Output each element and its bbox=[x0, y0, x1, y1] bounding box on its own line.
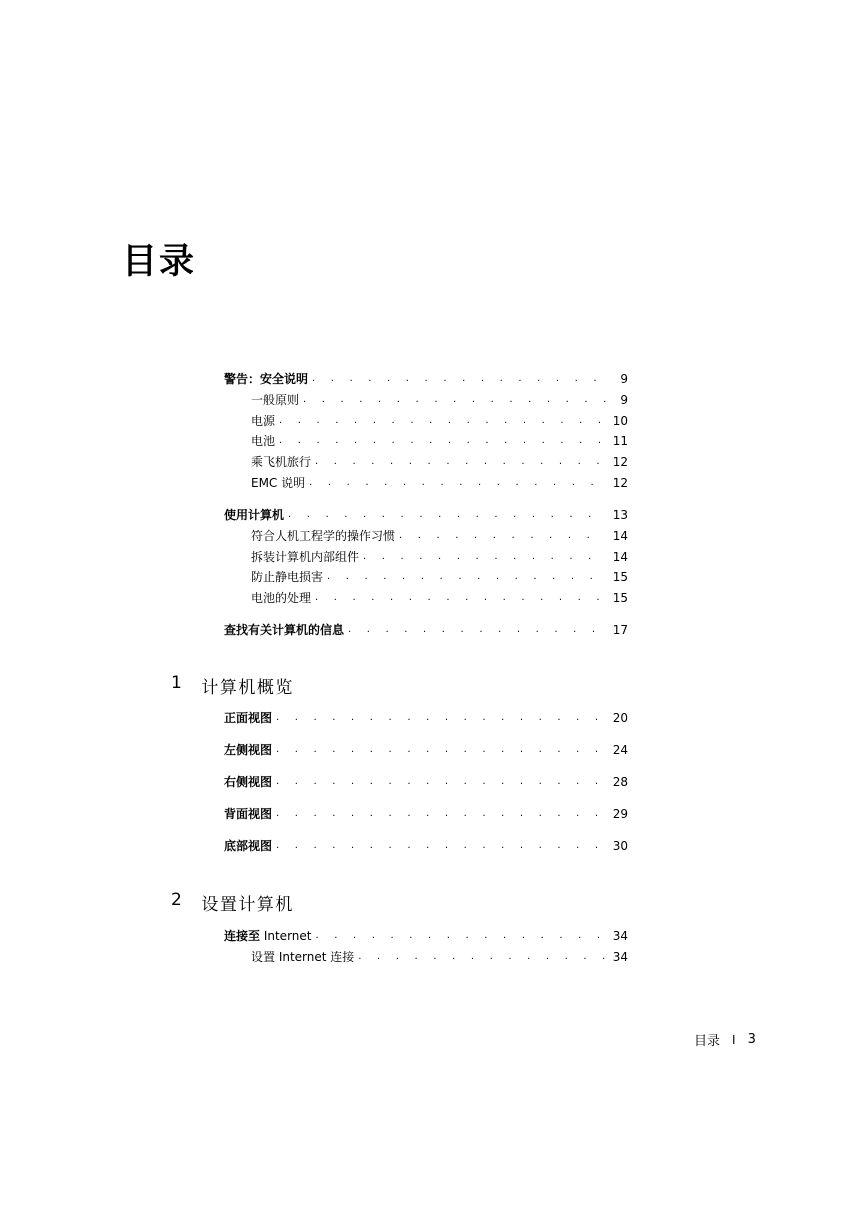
toc-page-number: 29 bbox=[612, 807, 628, 821]
dot-leader bbox=[327, 567, 606, 587]
toc-entry-label: 防止静电损害 bbox=[251, 570, 324, 584]
chapter-heading[interactable] bbox=[171, 890, 294, 915]
toc-entry-label: 一般原则 bbox=[251, 393, 300, 407]
chapter-number: 1 bbox=[171, 673, 184, 693]
dot-leader bbox=[303, 390, 606, 410]
toc-entry-internet[interactable] bbox=[224, 926, 628, 946]
toc-page-number: 15 bbox=[612, 570, 628, 584]
toc-entry-label: 乘飞机旅行 bbox=[251, 455, 312, 469]
toc-entry-label: 使用计算机 bbox=[224, 508, 285, 522]
toc-page-number: 20 bbox=[612, 711, 628, 725]
toc-page-number: 15 bbox=[612, 591, 628, 605]
dot-leader bbox=[279, 431, 606, 451]
toc-entry-label-rest: Internet bbox=[260, 929, 312, 943]
toc-entry-label: 警告：安全说明 bbox=[224, 372, 309, 386]
footer-label: 目录 bbox=[694, 1034, 721, 1049]
toc-subentry[interactable] bbox=[251, 588, 628, 608]
toc-page-number: 10 bbox=[612, 414, 628, 428]
toc-page-number: 28 bbox=[612, 775, 628, 789]
toc-page-number: 14 bbox=[612, 529, 628, 543]
toc-entry-using[interactable] bbox=[224, 505, 628, 525]
toc-entry[interactable] bbox=[224, 708, 628, 728]
dot-leader bbox=[399, 526, 606, 546]
dot-leader bbox=[363, 547, 606, 567]
toc-entry-label bbox=[224, 926, 315, 946]
dot-leader bbox=[288, 505, 606, 525]
toc-entry-label: 电池的处理 bbox=[251, 591, 312, 605]
toc-entry-label: EMC 说明 bbox=[251, 476, 306, 490]
toc-subentry[interactable] bbox=[251, 411, 628, 431]
toc-page-number: 12 bbox=[612, 476, 628, 490]
toc-entry-label-bold: 连接至 bbox=[224, 929, 261, 943]
toc-subentry[interactable] bbox=[251, 947, 628, 967]
toc-page-number: 9 bbox=[620, 393, 628, 407]
toc-subentry[interactable] bbox=[251, 390, 628, 410]
dot-leader bbox=[315, 588, 606, 608]
toc-entry-label: 电源 bbox=[251, 414, 276, 428]
toc-entry[interactable] bbox=[224, 804, 628, 824]
dot-leader bbox=[358, 947, 606, 967]
toc-subentry[interactable] bbox=[251, 526, 628, 546]
footer-separator: I bbox=[732, 1032, 736, 1047]
toc-page-number: 11 bbox=[612, 434, 628, 448]
toc-page-number: 12 bbox=[612, 455, 628, 469]
toc-entry-safety[interactable] bbox=[224, 369, 628, 389]
toc-entry[interactable] bbox=[224, 836, 628, 856]
dot-leader bbox=[276, 772, 606, 792]
toc-entry-label: 拆装计算机内部组件 bbox=[251, 550, 360, 564]
page-footer bbox=[694, 1030, 756, 1049]
toc-page-number: 17 bbox=[612, 623, 628, 637]
toc-page-number: 14 bbox=[612, 550, 628, 564]
chapter-title: 计算机概览 bbox=[201, 678, 294, 698]
chapter-heading[interactable] bbox=[171, 673, 294, 698]
toc-page-number: 24 bbox=[612, 743, 628, 757]
toc-page-number: 30 bbox=[612, 839, 628, 853]
toc-entry-label: 底部视图 bbox=[224, 839, 273, 853]
toc-entry-label: 电池 bbox=[251, 434, 276, 448]
toc-entry-label: 查找有关计算机的信息 bbox=[224, 623, 345, 637]
toc-entry-label: 背面视图 bbox=[224, 807, 273, 821]
page-title: 目录 bbox=[122, 242, 197, 282]
dot-leader bbox=[315, 452, 606, 472]
toc-subentry[interactable] bbox=[251, 547, 628, 567]
dot-leader bbox=[276, 708, 606, 728]
toc-subentry[interactable] bbox=[251, 473, 628, 493]
dot-leader bbox=[276, 740, 606, 760]
dot-leader bbox=[276, 836, 606, 856]
toc-entry-info[interactable] bbox=[224, 620, 628, 640]
toc-page-number: 13 bbox=[612, 508, 628, 522]
dot-leader bbox=[315, 926, 606, 946]
toc-entry[interactable] bbox=[224, 740, 628, 760]
toc-entry-label: 设置 Internet 连接 bbox=[251, 950, 355, 964]
dot-leader bbox=[276, 804, 606, 824]
toc-subentry[interactable] bbox=[251, 567, 628, 587]
chapter-title: 设置计算机 bbox=[201, 895, 294, 915]
chapter-number: 2 bbox=[171, 890, 184, 910]
dot-leader bbox=[279, 411, 606, 431]
toc-page-number: 34 bbox=[612, 950, 628, 964]
dot-leader bbox=[309, 473, 606, 493]
footer-page-number: 3 bbox=[747, 1032, 756, 1047]
toc-entry-label: 左侧视图 bbox=[224, 743, 273, 757]
dot-leader bbox=[312, 369, 606, 389]
toc-entry-label: 符合人机工程学的操作习惯 bbox=[251, 529, 396, 543]
toc-entry-label: 右侧视图 bbox=[224, 775, 273, 789]
toc-page-number: 34 bbox=[612, 929, 628, 943]
toc-subentry[interactable] bbox=[251, 452, 628, 472]
dot-leader bbox=[348, 620, 606, 640]
toc-page-number: 9 bbox=[620, 372, 628, 386]
toc-subentry[interactable] bbox=[251, 431, 628, 451]
toc-entry-label: 正面视图 bbox=[224, 711, 273, 725]
toc-entry[interactable] bbox=[224, 772, 628, 792]
